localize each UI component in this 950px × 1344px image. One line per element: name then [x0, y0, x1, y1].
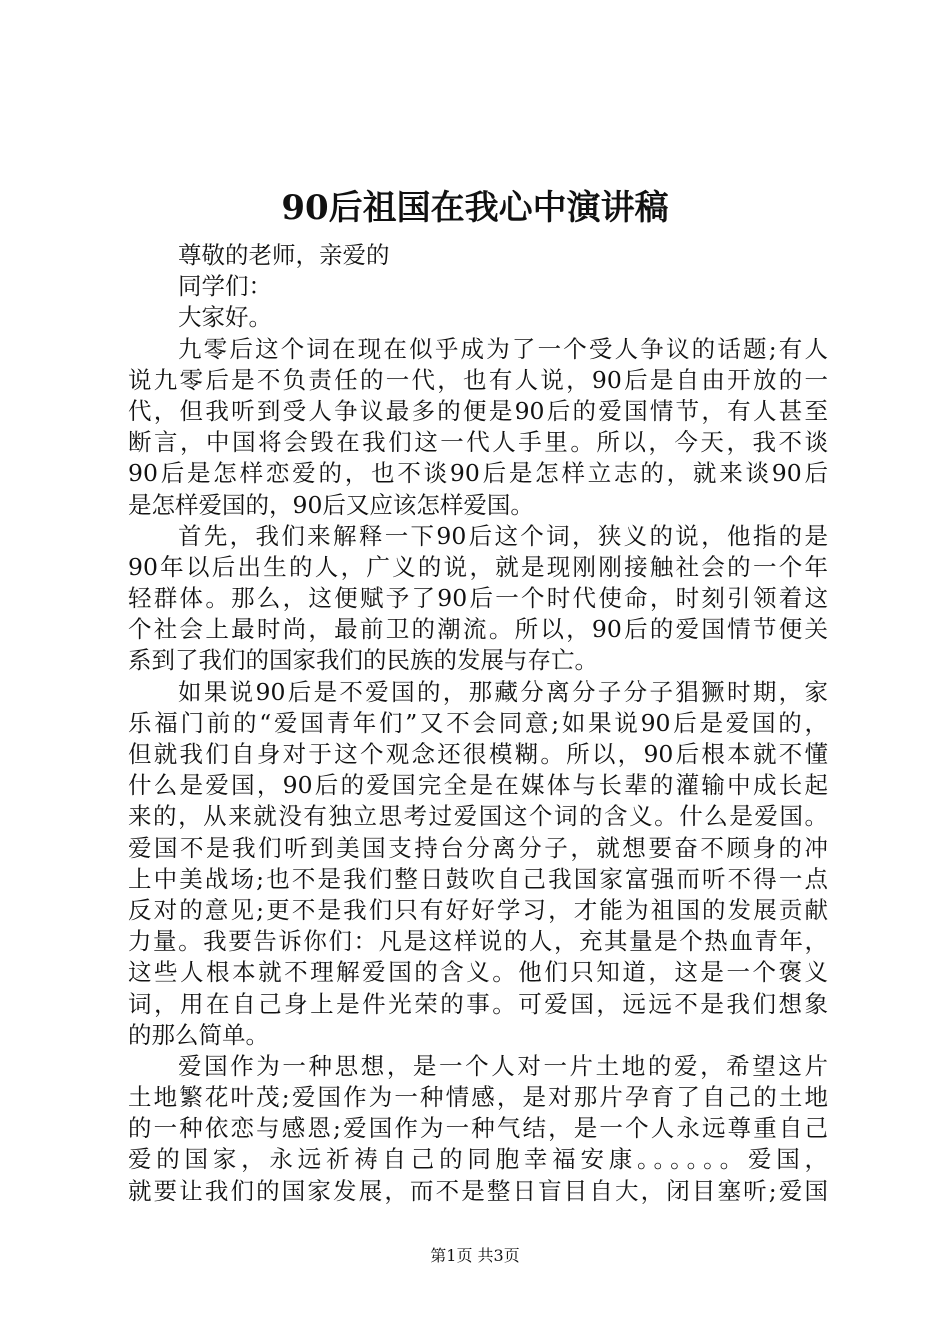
text-line: 的一种依恋与感恩;爱国作为一种气结，是一个人永远尊重自己: [128, 1114, 828, 1143]
text-line: 大家好。: [178, 303, 272, 332]
text-line: 如果说90后是不爱国的，那藏分离分子分子猖獗时期，家: [178, 677, 828, 706]
text-line: 九零后这个词在现在似乎成为了一个受人争议的话题;有人: [178, 334, 828, 363]
text-line: 的那么简单。: [128, 1020, 269, 1049]
text-line: 90年以后出生的人，广义的说，就是现刚刚接触社会的一个年: [128, 552, 828, 581]
text-line: 轻群体。那么，这便赋予了90后一个时代使命，时刻引领着这: [128, 584, 828, 613]
text-line: 尊敬的老师，亲爱的: [178, 241, 390, 269]
text-line: 爱的国家，永远祈祷自己的同胞幸福安康。。。。。。爱国，: [128, 1145, 828, 1174]
text-line: 是怎样爱国的，90后又应该怎样爱国。: [128, 490, 534, 519]
text-line: 反对的意见;更不是我们只有好好学习，才能为祖国的发展贡献: [128, 895, 828, 924]
text-line: 爱国不是我们听到美国支持台分离分子，就想要奋不顾身的冲: [128, 833, 828, 862]
page-footer: 第1页 共3页: [430, 1246, 520, 1265]
text-line: 系到了我们的国家我们的民族的发展与存亡。: [128, 646, 598, 675]
text-line: 同学们：: [178, 272, 272, 301]
text-line: 力量。我要告诉你们：凡是这样说的人，充其量是个热血青年，: [128, 927, 828, 956]
text-line: 说九零后是不负责任的一代，也有人说，90后是自由开放的一: [128, 365, 828, 394]
text-line: 词，用在自己身上是件光荣的事。可爱国，远远不是我们想象: [128, 989, 828, 1018]
text-line: 来的，从来就没有独立思考过爱国这个词的含义。什么是爱国。: [128, 802, 828, 831]
document-body: [128, 240, 828, 1207]
text-line: 但就我们自身对于这个观念还很模糊。所以，90后根本就不懂: [128, 740, 828, 768]
text-line: 首先，我们来解释一下90后这个词，狭义的说，他指的是: [178, 521, 828, 550]
text-line: 上中美战场;也不是我们整日鼓吹自己我国家富强而听不得一点: [128, 864, 828, 893]
text-line: 土地繁花叶茂;爱国作为一种情感，是对那片孕育了自己的土地: [128, 1083, 828, 1112]
text-line: 个社会上最时尚，最前卫的潮流。所以，90后的爱国情节便关: [128, 615, 828, 644]
text-line: 什么是爱国，90后的爱国完全是在媒体与长辈的灌输中成长起: [128, 771, 828, 800]
text-line: 就要让我们的国家发展，而不是整日盲目自大，闭目塞听;爱国: [128, 1176, 828, 1205]
text-line: 90后是怎样恋爱的，也不谈90后是怎样立志的，就来谈90后: [128, 459, 828, 488]
document-title: 90后祖国在我心中演讲稿: [281, 188, 669, 228]
text-line: 这些人根本就不理解爱国的含义。他们只知道，这是一个褒义: [128, 958, 828, 987]
text-line: 爱国作为一种思想，是一个人对一片土地的爱，希望这片: [178, 1051, 828, 1080]
text-line: 代，但我听到受人争议最多的便是90后的爱国情节，有人甚至: [128, 396, 828, 425]
text-line: 乐福门前的“爱国青年们”又不会同意;如果说90后是爱国的，: [128, 708, 828, 737]
text-line: 断言，中国将会毁在我们这一代人手里。所以，今天，我不谈: [128, 428, 828, 457]
